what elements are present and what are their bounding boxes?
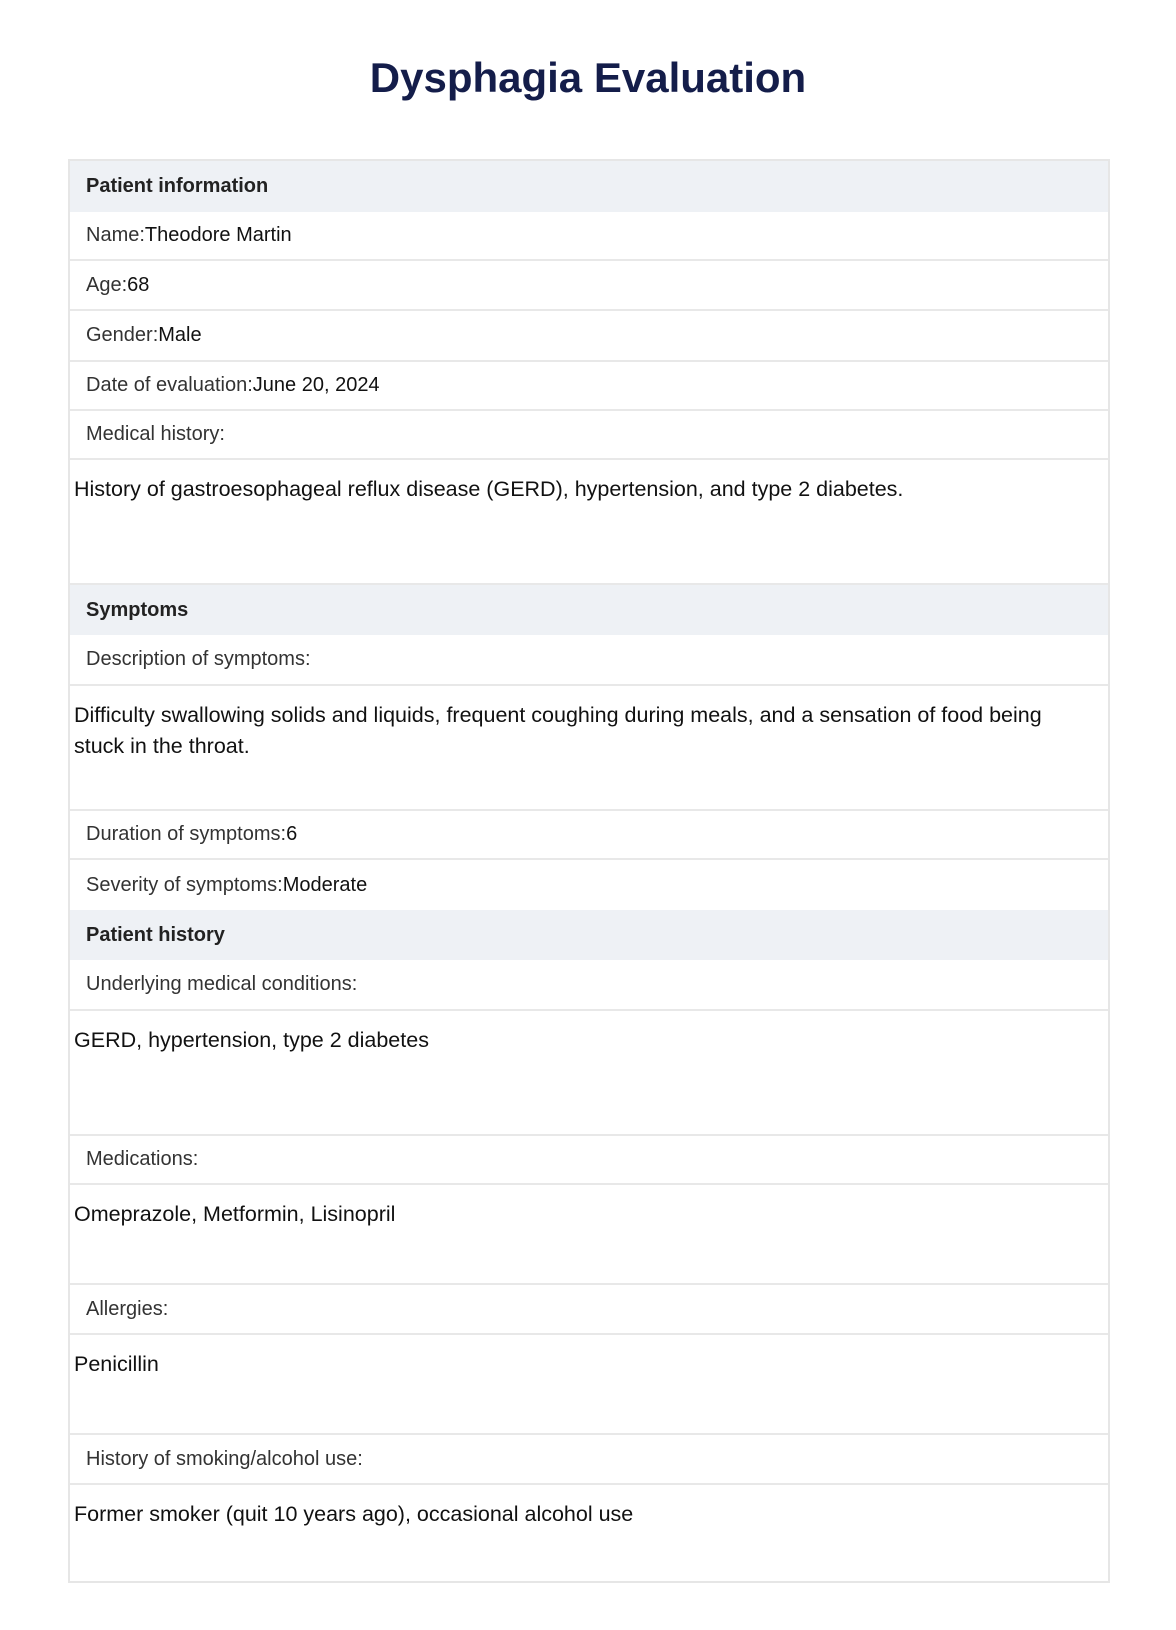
name-field[interactable] <box>70 212 1108 261</box>
gender-value: Male <box>158 324 202 346</box>
allergies-value[interactable]: Penicillin <box>70 1335 1108 1435</box>
allergies-label: Allergies: <box>70 1285 1108 1335</box>
age-field[interactable] <box>70 261 1108 311</box>
date-value: June 20, 2024 <box>252 374 380 396</box>
severity-value: Moderate <box>282 873 368 896</box>
gender-label: Gender: <box>86 324 159 346</box>
description-value[interactable]: Difficulty swallowing solids and liquids, frequent coughing during meals, and a sensation of food being stuck in the throat. <box>70 686 1108 811</box>
smoking-label: History of smoking/alcohol use: <box>70 1435 1108 1485</box>
gender-field[interactable] <box>70 311 1108 362</box>
medical-history-value[interactable]: History of gastroesophageal reflux disease (GERD), hypertension, and type 2 diabetes. <box>70 460 1108 585</box>
age-value: 68 <box>127 273 150 296</box>
smoking-value[interactable]: Former smoker (quit 10 years ago), occasional alcohol use <box>74 1502 634 1526</box>
duration-value: 6 <box>286 823 298 845</box>
page-title: Dysphagia Evaluation <box>369 54 807 101</box>
date-label: Date of evaluation: <box>86 374 253 396</box>
date-field[interactable] <box>70 362 1108 411</box>
description-label: Description of symptoms: <box>70 635 1108 686</box>
medical-history-label: Medical history: <box>70 411 1108 460</box>
section-header-symptoms: Symptoms <box>70 585 1108 635</box>
conditions-value[interactable]: GERD, hypertension, type 2 diabetes <box>70 1011 1108 1136</box>
section-header-patient-history: Patient history <box>70 910 1108 960</box>
section-header-patient-information: Patient information <box>70 161 1108 212</box>
duration-label: Duration of symptoms: <box>86 823 287 845</box>
name-label: Name: <box>86 224 145 246</box>
severity-field[interactable] <box>70 860 1108 910</box>
medications-value[interactable]: Omeprazole, Metformin, Lisinopril <box>70 1185 1108 1285</box>
duration-field[interactable] <box>70 811 1108 860</box>
age-label: Age: <box>86 273 128 296</box>
medications-label: Medications: <box>70 1136 1108 1185</box>
name-value: Theodore Martin <box>144 224 292 246</box>
severity-label: Severity of symptoms: <box>86 873 283 896</box>
evaluation-form <box>68 159 1110 1583</box>
conditions-label: Underlying medical conditions: <box>70 960 1108 1011</box>
